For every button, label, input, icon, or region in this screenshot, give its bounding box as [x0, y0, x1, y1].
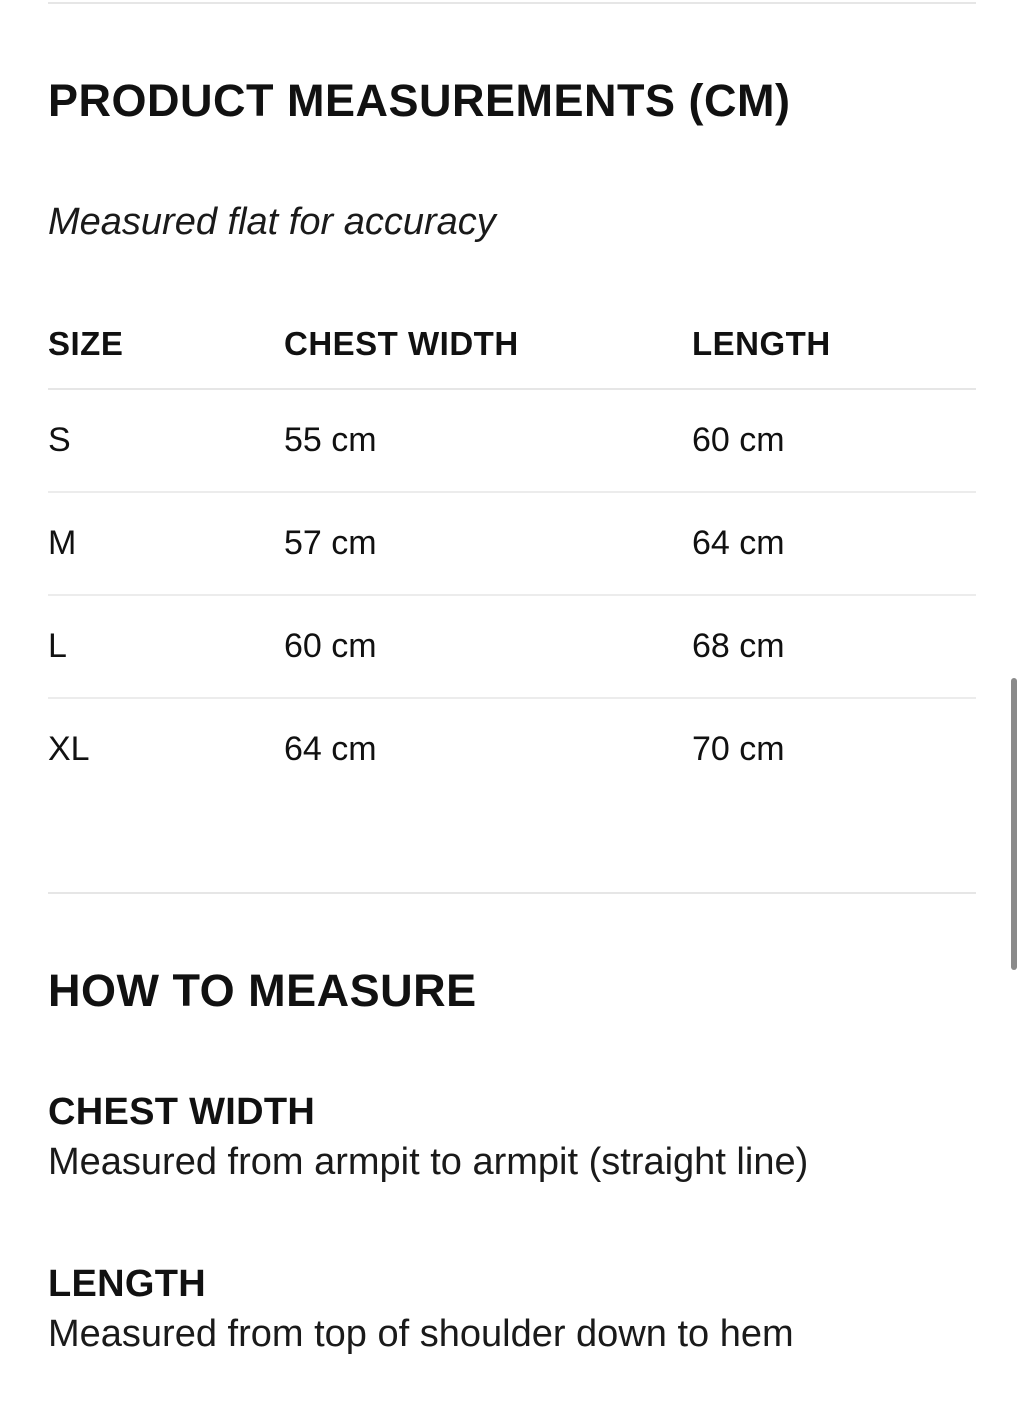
table-row — [48, 492, 976, 595]
length-cell: 64 cm — [692, 492, 976, 595]
top-divider — [48, 2, 976, 4]
length-cell: 70 cm — [692, 730, 785, 768]
column-header-size: SIZE — [48, 300, 284, 389]
chest-width-cell: 57 cm — [284, 492, 692, 595]
measurements-subtitle: Measured flat for accuracy — [48, 201, 496, 243]
size-cell: XL — [48, 730, 90, 768]
length-cell: 60 cm — [692, 389, 976, 492]
size-chart-table — [48, 300, 976, 800]
table-row — [48, 698, 976, 800]
table-header-row — [48, 300, 976, 389]
length-label: LENGTH — [48, 1263, 207, 1305]
chest-width-cell: 55 cm — [284, 389, 692, 492]
chest-width-cell: 64 cm — [284, 730, 377, 768]
column-header-length: LENGTH — [692, 300, 976, 389]
length-description: Measured from top of shoulder down to hem — [48, 1313, 794, 1355]
table-row — [48, 389, 976, 492]
column-header-chest-width: CHEST WIDTH — [284, 300, 692, 389]
size-cell: L — [48, 595, 284, 698]
chest-width-cell: 60 cm — [284, 595, 692, 698]
length-cell: 68 cm — [692, 595, 976, 698]
section-divider — [48, 892, 976, 894]
vertical-scrollbar[interactable] — [1011, 678, 1017, 970]
chest-width-description: Measured from armpit to armpit (straight line) — [48, 1141, 809, 1183]
product-measurements-heading: PRODUCT MEASUREMENTS (CM) — [48, 75, 791, 126]
chest-width-instructions — [48, 1093, 988, 1181]
size-cell: M — [48, 492, 284, 595]
how-to-measure-heading: HOW TO MEASURE — [48, 965, 477, 1016]
chest-width-label: CHEST WIDTH — [48, 1091, 316, 1133]
table-row — [48, 595, 976, 698]
size-cell: S — [48, 389, 284, 492]
length-instructions — [48, 1265, 988, 1353]
